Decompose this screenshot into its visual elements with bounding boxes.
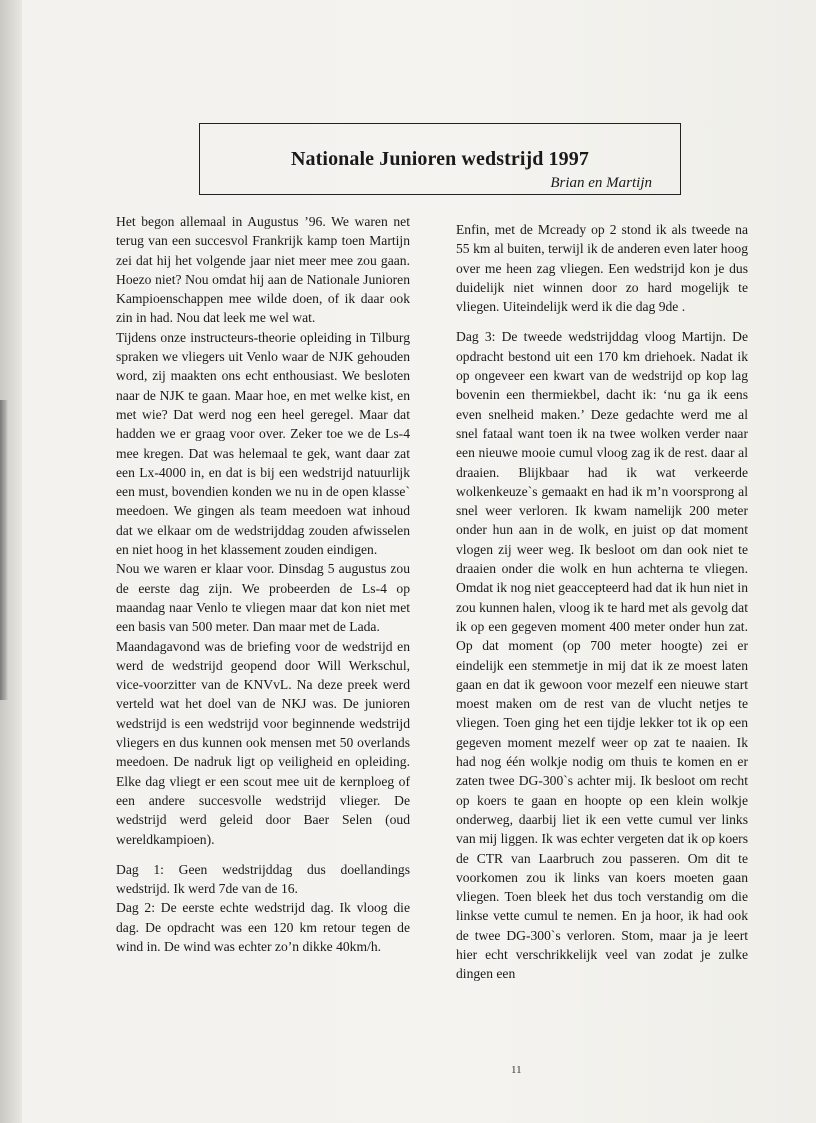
page-number: 11 — [511, 1064, 522, 1076]
paragraph-day-3: Dag 3: De tweede wedstrijddag vloog Martijn. De opdracht bestond uit een 170 km driehoek. Nadat ik op ongeveer een kwart van de wedstrijd op kop lag bovenin een thermiekbel, dacht ik: ‘nu ga ik eens even snelheid maken.’ Deze gedachte werd me al snel fataal want toen ik na twee wolken verder naar een nieuwe mooie cumul vloog zag ik de rest. daar al draaien. Blijkbaar had ik wat verkeerde wolkenkeuze`s gemaakt en had ik m’n voorsprong al snel weer verloren. Ik kwam namelijk 200 meter onder hun aan in de wolk, en juist op dat moment vlogen zij weer weg. Ik besloot om dan ook niet te draaien onder die wolk en hun achterna te vliegen. Omdat ik nog niet geaccepteerd had dat ik hun niet in zou kunnen halen, vloog ik te hard met als gevolg dat ik op een gegeven moment 400 meter onder hun zat. Op dat moment (op 700 meter hoogte) zei er eindelijk een stemmetje in mij dat ik ze moest laten gaan en dat ik gewoon voor mezelf een nieuwe start moest maken om de rest van de vlucht netjes te vliegen. Toen ging het een tijdje lekker tot ik op een gegeven moment mezelf weer op zat te naaien. Ik had nog één wolkje nodig om thuis te komen en er zaten twee DG-300`s achter mij. Ik besloot om recht op koers te gaan en hoopte op een klein wolkje onderweg, daarbij liet ik een vette cumul ver links van mij liggen. Ik was echter vergeten dat ik op koers de CTR van Laarbruch zou passeren. Om dit te voorkomen zou ik links van koers moeten gaan vliegen. Toen bleek het dus toch verstandig om die linkse vette cumul te nemen. En ja hoor, ik had ook de twee DG-300`s verloren. Stom, maar ja je leert hier echt verschrikkelijk veel van zodat je zulke dingen een — [456, 329, 748, 982]
paragraph-4: Maandagavond was de briefing voor de wedstrijd en werd de wedstrijd geopend door Will Werkschul, vice-voorzitter van de KNVvL. Na deze preek werd verteld wat het doel van de NKJ was. De junioren wedstrijd is een wedstrijd voor beginnende wedstrijd vliegers en dus kunnen ook mensen met 50 overlands meedoen. De nadruk ligt op veiligheid en opleiding. Elke dag vliegt er een scout mee uit de kernploeg of een andere succesvolle wedstrijd vlieger. De wedstrijd werd geleid door Baer Selen (oud wereldkampioen). — [116, 638, 410, 847]
paragraph-3: Nou we waren er klaar voor. Dinsdag 5 augustus zou de eerste dag zijn. We probeerden de Ls-4 op maandag naar Venlo te vliegen maar dat kon niet met een basis van 500 meter. Dan maar met de Lada. — [116, 561, 410, 635]
article-title: Nationale Junioren wedstrijd 1997 — [291, 148, 589, 170]
paragraph-1: Het begon allemaal in Augustus ’96. We waren net terug van een succesvol Frankrijk kamp toen Martijn zei dat hij het volgende jaar niet meer mee zou gaan. Hoezo niet? Nou omdat hij aan de Nationale Junioren Kampioenschappen mee wilde doen, of ik daar ook zin in had. Nou dat leek me wel wat. — [116, 214, 410, 326]
text-column-right — [456, 220, 748, 984]
page-edge-shadow — [0, 400, 8, 700]
paragraph-2: Tijdens onze instructeurs-theorie opleiding in Tilburg spraken we vliegers uit Venlo waar de NJK gehouden word, zij maakten ons echt enthousiast. We besloten naar de NJK te gaan. Maar hoe, en met welke kist, en met wie? Dat werd nog een heel geregel. Maar dat hadden we er graag voor over. Zeker toe we de Ls-4 mee kregen. Dat was helemaal te gek, want daar zat een Lx-4000 in, en dat is bij een wedstrijd natuurlijk een must, bovendien konden we nu in de open klasse` meedoen. We gingen als team meedoen wat inhoud dat we elkaar om de wedstrijddag zouden afwisselen en niet hoog in het klassement zouden eindigen. — [116, 329, 410, 558]
paragraph-day-1: Dag 1: Geen wedstrijddag dus doellandings wedstrijd. Ik werd 7de van de 16. — [116, 861, 410, 897]
paragraph-continuation: Enfin, met de Mcready op 2 stond ik als tweede na 55 km al buiten, terwijl ik de anderen even later hoog over me heen zag vliegen. Een wedstrijd kon je dus duidelijk niet winnen door zo hard mogelijk te vliegen. Uiteindelijk werd ik die dag 9de . — [456, 222, 748, 315]
article-authors: Brian en Martijn — [550, 175, 652, 191]
text-column-left — [116, 212, 410, 956]
article-title-box — [199, 123, 681, 195]
paragraph-day-2: Dag 2: De eerste echte wedstrijd dag. Ik vloog die dag. De opdracht was een 120 km retour tegen de wind in. De wind was echter zo’n dikke 40km/h. — [116, 900, 410, 954]
